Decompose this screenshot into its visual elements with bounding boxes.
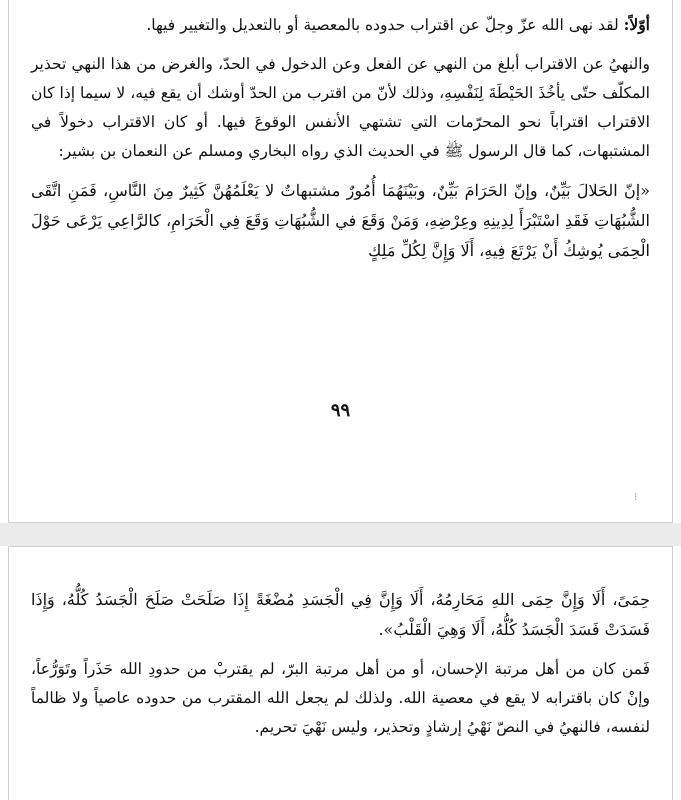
top-page — [8, 0, 673, 523]
page-number: ٩٩ — [330, 400, 351, 421]
scan-mark: ⁝ — [634, 492, 638, 503]
hadith-quote — [31, 176, 650, 266]
paragraph-text: فَمن كان من أهل مرتبة الإحسان، أو من أهل مرتبة البرّ، لم يقتربْ من حدودِ الله حَذَراً وتَوَرُّعاً، وإنْ كان باقترابه لا يقع في معصية الله. ولذلك لم يجعل الله المقترب من حدوده عاصياً ولا ظالماً لنفسه، فالنهيُ في النصّ نَهْيُ إرشادٍ وتحذير، وليس نَهْيَ تحريم. — [31, 660, 650, 736]
paragraph-2 — [31, 50, 650, 166]
paragraph-text: والنهيُ عن الاقتراب أبلغ من النهي عن الفعل وعن الدخول في الحدّ، والغرض من هذا النهي تحذير المكلّف حتّى يأخُذَ الحَيْطَةَ لِنَفْسِهِ، وذلك لأنّ من اقترب من الحدّ أوشك أن يقع فيه، لا سيما إذا كان الاقتراب اقتراباً نحو المحرّمات التي تشتهي الأنفس الوقوعَ فيها. أو كان الاقتراب دخولاً في المشتبهات، كما قال الرسول ﷺ في الحديث الذي رواه البخاري ومسلم عن النعمان بن بشير: — [31, 55, 650, 160]
paragraph-text: حِمَىً، أَلَا وَإِنَّ حِمَى اللهِ مَحَارِمُهُ، أَلَا وَإِنَّ فِي الْجَسَدِ مُضْغَةً إِذَا صَلَحَتْ صَلَحَ الْجَسَدُ كُلُّهُ، وَإِذَا فَسَدَتْ فَسَدَ الْجَسَدُ كُلُّهُ، أَلَا وَهِيَ الْقَلْبُ». — [31, 590, 650, 639]
paragraph-lead: أوّلاً: — [623, 15, 650, 34]
top-page-text — [31, 10, 650, 276]
paragraph-1 — [31, 10, 650, 40]
bottom-page-text — [31, 585, 650, 752]
paragraph-3 — [31, 655, 650, 742]
page-gap — [0, 523, 681, 546]
hadith-quote-continued — [31, 585, 650, 645]
paragraph-text: لقد نهى الله عزّ وجلّ عن اقتراب حدوده بالمعصية أو بالتعديل والتغيير فيها. — [146, 16, 624, 34]
paragraph-text: «إنّ الحَلالَ بَيِّنٌ، وإنّ الحَرَامَ بَيِّنٌ، وبَيْنَهُمَا أُمُورٌ مشتبهاتٌ لا يَعْلَمُهُنَّ كَثِيرٌ مِنَ النَّاسِ، فَمَنِ اتَّقَى الشُّبُهَاتِ فَقَدِ اسْتَبْرَأَ لِدِينِهِ وعِرْضِهِ، وَمَنْ وَقَعَ في الشُّبُهَاتِ وَقَعَ فِي الْحَرَامِ، كالرَّاعِي يَرْعَى حَوْلَ الْحِمَى يُوشِكُ أَنْ يَرْتَعَ فِيهِ، أَلَا وَإِنَّ لِكُلِّ مَلِكٍ — [31, 181, 650, 260]
bottom-page — [8, 546, 673, 800]
